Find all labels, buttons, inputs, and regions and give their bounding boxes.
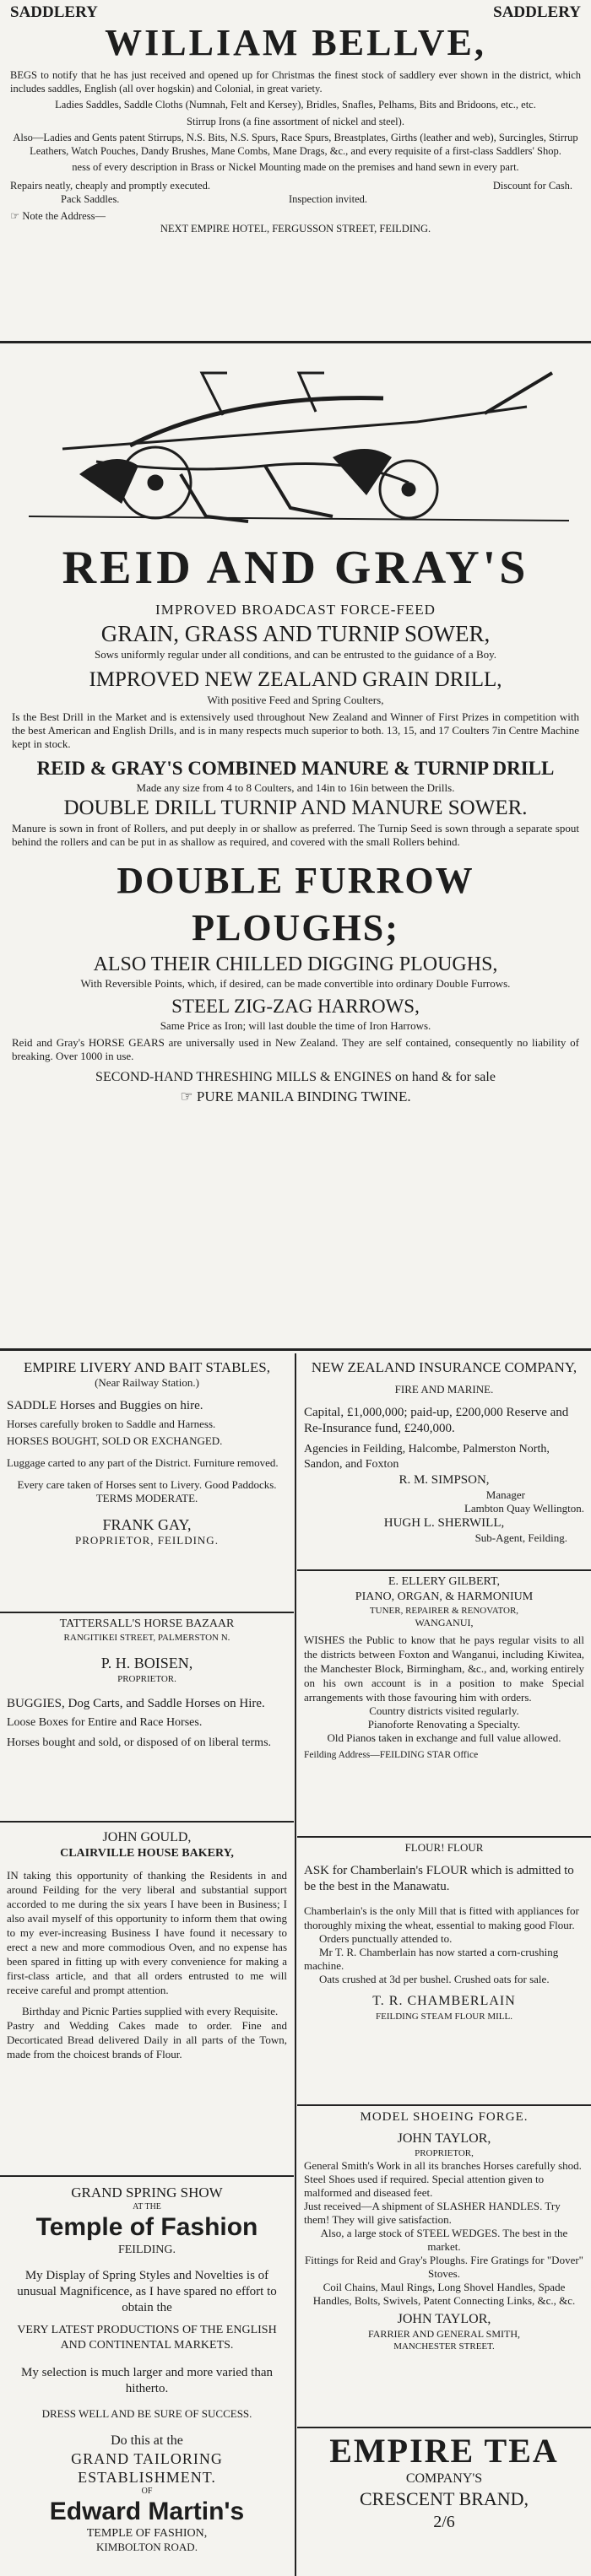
bellve-note: Note the Address—: [22, 209, 106, 222]
taylor-street: MANCHESTER STREET.: [393, 2341, 495, 2352]
taylor-title: MODEL SHOEING FORGE.: [360, 2110, 529, 2124]
gilbert-p1: WISHES the Public to know that he pays regular visits to all the districts between Foxton and Wanganui, including Kiwitea, the Manchester Block, Birmingham, &c., and, working entirely on his own account is in a position to make Special arrangements with those favouring him with orders.: [304, 1634, 584, 1704]
insurance-p1: Capital, £1,000,000; paid-up, £200,000 Reserve and Re-Insurance fund, £240,000.: [304, 1406, 569, 1435]
gilbert-p5: Feilding Address—FEILDING STAR Office: [304, 1750, 479, 1760]
insurance-addr-1: Lambton Quay Wellington.: [464, 1502, 584, 1515]
tattersall-p1: BUGGIES, Dog Carts, and Saddle Horses on Hire.: [7, 1697, 265, 1710]
insurance-p2: Agencies in Feilding, Halcombe, Palmerston North, Sandon, and Foxton: [304, 1443, 550, 1471]
tea-price: 2/6: [433, 2513, 455, 2531]
reid-sub-4: REID & GRAY'S COMBINED MANURE & TURNIP DRILL: [36, 758, 555, 779]
taylor-role-2: FARRIER AND GENERAL SMITH,: [367, 2328, 520, 2340]
gilbert-name: E. ELLERY GILBERT,: [388, 1575, 501, 1588]
livery-ad: [0, 1353, 294, 1613]
spring-at: AT THE: [133, 2202, 161, 2211]
tattersall-p3: Horses bought and sold, or disposed of on liberal terms.: [7, 1736, 272, 1749]
taylor-name-2: JOHN TAYLOR,: [397, 2312, 491, 2326]
left-column: [0, 1353, 294, 2576]
livery-p1: SADDLE Horses and Buggies on hire.: [7, 1399, 203, 1412]
spring-owner: Edward Martin's: [49, 2498, 245, 2525]
reid-p10: PURE MANILA BINDING TWINE.: [196, 1088, 411, 1104]
reid-p8: Reid and Gray's HORSE GEARS are universally used in New Zealand. They are self contained, consequently no liability of breaking. Over 1000 in use.: [12, 1036, 579, 1062]
bellve-ad: [0, 0, 591, 338]
flour-p3: Orders punctually attended to.: [319, 1932, 453, 1945]
gould-p1: IN taking this opportunity of thanking the Residents in and around Feilding for the very liberal and substantial support accorded to me during the six years I have been in Business; I also avail myself of this opportunity to inform them that owing to my ever-increasing Business I have found it necessary to erect a new and more commodious Oven, and no expense has been spared in fitting up with every convenience for making a first-class article, and that all orders entrusted to me will receive careful and prompt attention.: [7, 1869, 287, 1996]
tattersall-role: PROPRIETOR.: [117, 1674, 176, 1684]
tattersall-ad: [0, 1613, 294, 1823]
flour-title: FLOUR! FLOUR: [404, 1841, 484, 1854]
bellve-discount: Discount for Cash.: [492, 179, 572, 192]
insurance-name-2: HUGH L. SHERWILL,: [383, 1516, 505, 1530]
taylor-p1: General Smith's Work in all its branches Horses carefully shod. Steel Shoes used if required. Special attention given to malformed and diseased feet.: [304, 2159, 582, 2199]
pointing-hand-icon: ☞: [10, 209, 20, 222]
gilbert-title: PIANO, ORGAN, & HARMONIUM: [355, 1590, 534, 1603]
column-divider: [295, 1353, 296, 2576]
gilbert-ad: [297, 1571, 591, 1838]
flour-ad: [297, 1838, 591, 2106]
bellve-intro: BEGS to notify that he has just received and opened up for Christmas the finest stock of saddlery ever shown in the district, which includes saddles, English (all over hogskin) and Colonial, in great variety.: [10, 69, 581, 95]
spring-show-ad: [0, 2177, 294, 2576]
pointing-hand-icon: ☞: [180, 1088, 193, 1104]
gilbert-p3: Pianoforte Renovating a Specialty.: [367, 1718, 521, 1731]
flour-mill: FEILDING STEAM FLOUR MILL.: [376, 2012, 512, 2022]
taylor-p3: Also, a large stock of STEEL WEDGES. The best in the market.: [320, 2227, 568, 2253]
spring-p1: My Display of Spring Styles and Novelties is of unusual Magnificence, as I have spared no effort to obtain the: [17, 2269, 277, 2314]
insurance-title: NEW ZEALAND INSURANCE COMPANY,: [311, 1359, 577, 1375]
spring-title: GRAND SPRING SHOW: [71, 2184, 223, 2201]
reid-p3: Is the Best Drill in the Market and is extensively used throughout New Zealand and Winner of First Prizes in competition with the best American and English Drills, and is in many respects much superior to both. 13, 15, and 17 Coulters 7in Centre Machine kept in stock.: [12, 710, 579, 750]
tea-title: EMPIRE TEA: [329, 2432, 559, 2470]
reid-gray-ad: [0, 348, 591, 1343]
flour-p4: Mr T. R. Chamberlain has now started a corn-crushing machine.: [304, 1946, 559, 1972]
insurance-role-1: Manager: [485, 1488, 525, 1501]
bellve-line-3: Also—Ladies and Gents patent Stirrups, N.S. Bits, N.S. Spurs, Race Spurs, Breastplates, Girths (leather and web), Surcingles, Stirrup Leathers, Watch Pouches, Dandy Brushes, Mane Combs, Mane Drags, &c., and every requisite of a first-class Saddlers' Shop.: [13, 132, 578, 157]
livery-role: PROPRIETOR, FEILDING.: [75, 1534, 219, 1547]
bellve-inspection: Inspection invited.: [289, 192, 368, 205]
right-column: [297, 1353, 591, 2576]
bellve-line-2: Stirrup Irons (a fine assortment of nickel and steel).: [187, 115, 404, 127]
gould-p3: Pastry and Wedding Cakes made to order. Fine and Decorticated Bread delivered Daily in all parts of the Town, made from the choicest brands of Flour.: [7, 2019, 287, 2060]
spring-p7: TEMPLE OF FASHION,: [86, 2527, 208, 2540]
taylor-p5: Coil Chains, Maul Rings, Long Shovel Handles, Spade Handles, Bolts, Swivels, Patent Connecting Links, &c., &c.: [312, 2281, 576, 2307]
tattersall-name: P. H. BOISEN,: [100, 1655, 193, 1671]
livery-p3: HORSES BOUGHT, SOLD OR EXCHANGED.: [7, 1434, 223, 1447]
livery-p6: TERMS MODERATE.: [95, 1492, 198, 1504]
taylor-name: JOHN TAYLOR,: [397, 2131, 491, 2146]
spring-town: FEILDING.: [117, 2244, 176, 2256]
taylor-ad: [297, 2106, 591, 2428]
flour-p2: Chamberlain's is the only Mill that is fitted with appliances for thoroughly mixing the wheat, essential to making good Flour.: [304, 1904, 579, 1931]
reid-p1: Sows uniformly regular under all conditions, and can be entrusted to the guidance of a Boy.: [94, 648, 497, 661]
insurance-name-1: R. M. SIMPSON,: [399, 1473, 490, 1487]
livery-name: FRANK GAY,: [102, 1516, 192, 1533]
bellve-repairs: Repairs neatly, cheaply and promptly executed.: [10, 179, 210, 192]
gould-p2: Birthday and Picnic Parties supplied with every Requisite.: [22, 2005, 279, 2017]
reid-sub-8: STEEL ZIG-ZAG HARROWS,: [171, 996, 420, 1017]
reid-sub-1: IMPROVED BROADCAST FORCE-FEED: [155, 602, 436, 618]
reid-p2: With positive Feed and Spring Coulters,: [207, 694, 384, 706]
flour-p5: Oats crushed at 3d per bushel. Crushed oats for sale.: [319, 1973, 550, 1985]
divider-1: [0, 341, 591, 347]
livery-sub: (Near Railway Station.): [95, 1376, 199, 1389]
reid-sub-5: DOUBLE DRILL TURNIP AND MANURE SOWER.: [63, 797, 528, 819]
reid-p4: Made any size from 4 to 8 Coulters, and 14in to 16in between the Drills.: [136, 781, 455, 794]
insurance-role-2: Sub-Agent, Feilding.: [474, 1531, 567, 1544]
bellve-line-1: Ladies Saddles, Saddle Cloths (Numnah, Felt and Kersey), Bridles, Snafles, Pelhams, Bits and Bridoons, etc., etc.: [55, 99, 536, 111]
bellve-pack: Pack Saddles.: [61, 192, 120, 205]
empire-tea-ad: [297, 2428, 591, 2576]
taylor-p2: Just received—A shipment of SLASHER HANDLES. Try them! They will give satisfaction.: [304, 2200, 561, 2226]
spring-p4: DRESS WELL AND BE SURE OF SUCCESS.: [41, 2407, 252, 2420]
spring-p5: Do this at the: [111, 2433, 183, 2448]
spring-p6: GRAND TAILORING ESTABLISHMENT.: [71, 2450, 223, 2486]
flour-p1: ASK for Chamberlain's FLOUR which is admitted to be the best in the Manawatu.: [304, 1864, 574, 1893]
reid-sub-2: GRAIN, GRASS AND TURNIP SOWER,: [100, 621, 491, 646]
reid-sub-6: DOUBLE FURROW PLOUGHS;: [117, 860, 474, 948]
bellve-address: NEXT EMPIRE HOTEL, FERGUSSON STREET, FEILDING.: [160, 223, 431, 235]
insurance-ad: [297, 1353, 591, 1571]
reid-p6: With Reversible Points, which, if desired, can be made convertible into ordinary Double Furrows.: [80, 977, 511, 990]
tea-sub-1: COMPANY'S: [405, 2471, 483, 2486]
gould-ad: [0, 1823, 294, 2177]
saddlery-right: SADDLERY: [493, 3, 581, 21]
plough-illustration: [12, 348, 579, 533]
livery-p5: Every care taken of Horses sent to Livery. Good Paddocks.: [17, 1478, 277, 1491]
tattersall-p2: Loose Boxes for Entire and Race Horses.: [7, 1716, 203, 1729]
spring-p3: My selection is much larger and more varied than hitherto.: [21, 2366, 273, 2395]
reid-sub-7: ALSO THEIR CHILLED DIGGING PLOUGHS,: [93, 953, 498, 975]
livery-p4: Luggage carted to any part of the District. Furniture removed.: [7, 1456, 279, 1469]
gilbert-sub: TUNER, REPAIRER & RENOVATOR,: [369, 1606, 519, 1616]
insurance-sub: FIRE AND MARINE.: [394, 1383, 494, 1396]
gilbert-p4: Old Pianos taken in exchange and full value allowed.: [327, 1731, 561, 1744]
tattersall-sub: RANGITIKEI STREET, PALMERSTON N.: [63, 1633, 230, 1643]
spring-shop: Temple of Fashion: [35, 2213, 258, 2241]
tea-sub-2: CRESCENT BRAND,: [359, 2488, 529, 2509]
bellve-line-4: ness of every description in Brass or Nickel Mounting made on the premises and hand sewn in every part.: [72, 161, 519, 173]
gould-name: JOHN GOULD,: [102, 1830, 192, 1844]
classified-columns: [0, 1353, 591, 2576]
flour-name: T. R. CHAMBERLAIN: [372, 1994, 516, 2008]
livery-p2: Horses carefully broken to Saddle and Harness.: [7, 1418, 216, 1430]
spring-p8: KIMBOLTON ROAD.: [96, 2541, 198, 2553]
reid-sub-3: IMPROVED NEW ZEALAND GRAIN DRILL,: [89, 668, 502, 691]
spring-p2: VERY LATEST PRODUCTIONS OF THE ENGLISH AND CONTINENTAL MARKETS.: [17, 2324, 277, 2352]
taylor-p4: Fittings for Reid and Gray's Ploughs. Fire Gratings for "Dover" Stoves.: [305, 2254, 583, 2280]
gould-title: CLAIRVILLE HOUSE BAKERY,: [60, 1847, 234, 1860]
reid-p5: Manure is sown in front of Rollers, and put deeply in or shallow as preferred. The Turnip Seed is sown through a separate spout behind the rollers and can be put in as shallow as required, and covered with the small Rollers behind.: [12, 822, 579, 848]
reid-p9: SECOND-HAND THRESHING MILLS & ENGINES on hand & for sale: [95, 1070, 496, 1084]
spring-of: OF: [141, 2487, 153, 2496]
reid-p7: Same Price as Iron; will last double the time of Iron Harrows.: [160, 1019, 431, 1032]
tattersall-title: TATTERSALL'S HORSE BAZAAR: [59, 1617, 235, 1630]
reid-title: REID AND GRAY'S: [62, 542, 529, 594]
bellve-title: WILLIAM BELLVE,: [105, 22, 486, 63]
gilbert-town: WANGANUI,: [415, 1617, 474, 1628]
saddlery-left: SADDLERY: [10, 3, 98, 21]
taylor-role: PROPRIETOR,: [415, 2148, 474, 2158]
livery-title: EMPIRE LIVERY AND BAIT STABLES,: [24, 1359, 270, 1375]
gilbert-p2: Country districts visited regularly.: [369, 1704, 519, 1717]
